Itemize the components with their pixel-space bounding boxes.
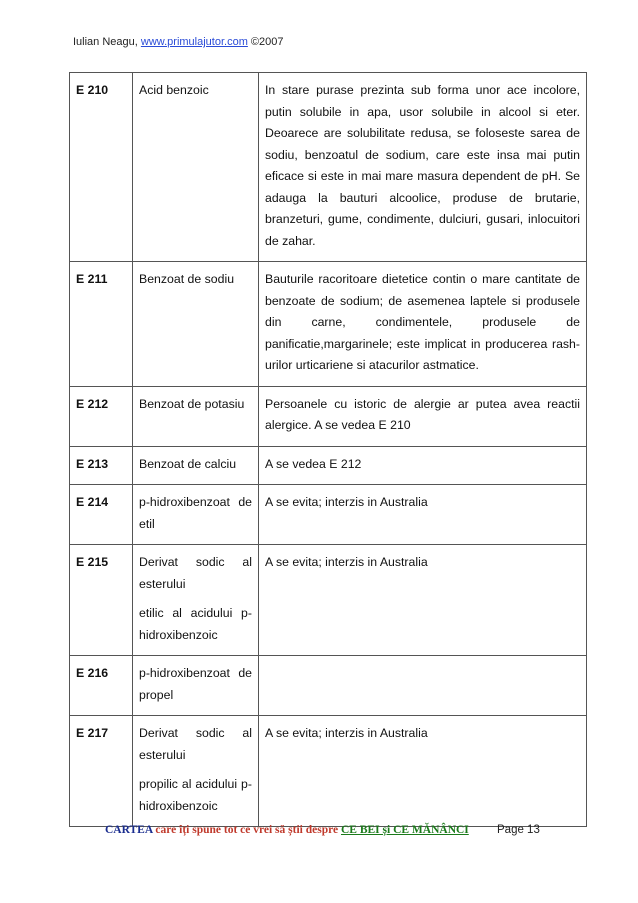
additive-name [133,262,259,387]
additive-name-line: Benzoat de potasiu [139,396,245,411]
additive-name [133,716,259,827]
additives-table [69,72,587,827]
additive-code: E 211 [70,262,133,387]
additive-description: A se vedea E 212 [259,446,587,485]
table-row [70,545,587,656]
table-row [70,485,587,545]
additive-description: A se evita; interzis in Australia [259,545,587,656]
additive-description: A se evita; interzis in Australia [259,716,587,827]
additive-code: E 215 [70,545,133,656]
additive-name [133,656,259,716]
additive-name-line: Benzoat de sodiu [139,272,235,286]
additive-name-line: etilic al acidului p-hidroxibenzoic [139,606,252,642]
additive-description: Bauturile racoritoare dietetice contin o mare cantitate de benzoate de sodium; de asemenea laptele si produsele din carne, condimentele, produsele de panificatie,margarinele; este implicat in producerea rash-urilor urticariene si atacurilor astmatice. [259,262,587,387]
additive-code: E 213 [70,446,133,485]
additive-description: In stare purase prezinta sub forma unor ace incolore, putin solubile in apa, usor solubile in alcool si eter. Deoarece are solubilitate redusa, se foloseste sarea de sodiu, benzoatul de sodium, care este insa mai putin eficace si este in mai mare masura dependent de pH. Se adauga la bauturi alcoolice, produse de brutarie, branzeturi, gume, condimente, dulciuri, gusari, inlocuitori de zahar. [259,73,587,262]
additive-name [133,446,259,485]
additive-description [259,656,587,716]
additive-name [133,386,259,446]
footer-tagline: care îți spune tot ce vrei să știi despre [152,824,341,836]
page-footer [105,824,469,836]
additive-name [133,485,259,545]
additive-name-line: p-hidroxibenzoat de propel [139,666,252,702]
author-text: Iulian Neagu, [73,36,141,48]
page-header [73,36,284,48]
table-row [70,386,587,446]
page-number: Page 13 [497,824,540,836]
additive-name-line: Benzoat de calciu [139,456,237,471]
additive-name-line: Derivat sodic al esterului [139,726,252,762]
additive-description: A se evita; interzis in Australia [259,485,587,545]
additive-code: E 214 [70,485,133,545]
additive-code: E 210 [70,73,133,262]
copyright-text: ©2007 [247,36,284,48]
additive-name-line: propilic al acidului p-hidroxibenzoic [139,777,252,813]
table-row [70,656,587,716]
additive-description: Persoanele cu istoric de alergie ar putea avea reactii alergice. A se vedea E 210 [259,386,587,446]
additive-name [133,73,259,262]
additive-name-line: Acid benzoic [139,83,209,97]
additive-code: E 216 [70,656,133,716]
table-row [70,262,587,387]
table-row [70,716,587,827]
table-row [70,446,587,485]
table-row [70,73,587,262]
footer-link[interactable]: CE BEI și CE MĂNÂNCI [340,824,469,836]
footer-book-title: CARTEA [105,824,153,836]
additive-code: E 212 [70,386,133,446]
additive-name-line: Derivat sodic al esterului [139,555,252,591]
additive-name [133,545,259,656]
additive-code: E 217 [70,716,133,827]
website-link[interactable]: www.primulajutor.com [140,36,248,48]
additive-name-line: p-hidroxibenzoat de etil [139,495,252,531]
